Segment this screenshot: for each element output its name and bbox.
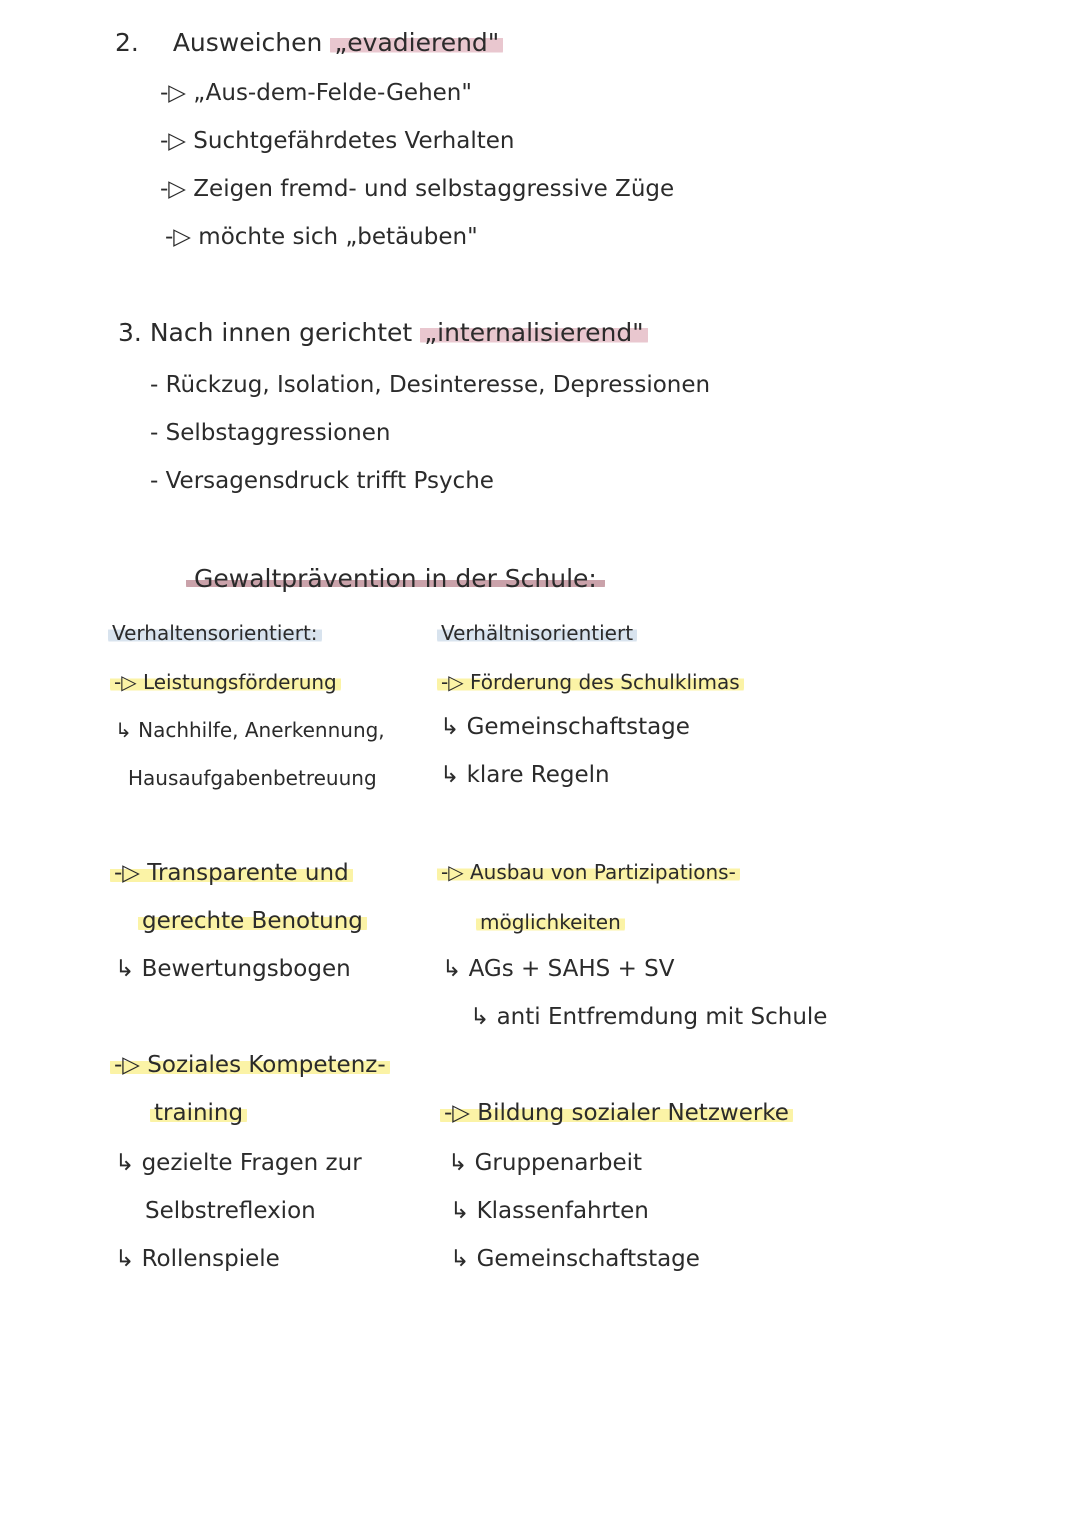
section2-item: -▷ Zeigen fremd- und selbstaggressive Züge [160,176,675,202]
left-group1-sub: ↳ Nachhilfe, Anerkennung, [115,718,385,742]
right-group1-title: -▷ Förderung des Schulklimas [437,670,744,694]
right-group3-sub: ↳ Klassenfahrten [450,1198,649,1224]
left-group2-title: -▷ Transparente und [110,860,353,888]
section3-heading [118,318,648,348]
section2-title: Ausweichen [172,28,323,57]
left-group2-sub: ↳ Bewertungsbogen [115,956,351,982]
right-group3-sub: ↳ Gemeinschaftstage [450,1246,700,1272]
section2-item: -▷ „Aus-dem-Felde-Gehen" [160,80,472,106]
right-group3-title: -▷ Bildung sozialer Netzwerke [440,1100,793,1128]
section2-item: -▷ möchte sich „betäuben" [165,224,478,250]
left-group1-sub: Hausaufgabenbetreuung [128,766,377,790]
left-group3-sub: Selbstreflexion [145,1198,316,1224]
section3-number: 3. [118,318,142,347]
left-group2-title: gerechte Benotung [138,908,367,936]
right-group1-sub: ↳ Gemeinschaftstage [440,714,690,740]
right-group2-sub: ↳ anti Entfremdung mit Schule [470,1004,828,1030]
section2-highlight: „evadierend" [330,28,503,57]
right-group3-sub: ↳ Gruppenarbeit [448,1150,643,1176]
left-column-heading: Verhaltensorientiert: [108,621,322,645]
right-group2-title: -▷ Ausbau von Partizipations- [437,860,740,884]
left-group3-sub: ↳ gezielte Fragen zur [115,1150,362,1176]
right-group2-title: möglichkeiten [476,910,625,934]
section3-highlight: „internalisierend" [420,318,648,347]
right-group1-sub: ↳ klare Regeln [440,762,610,788]
left-group3-sub: ↳ Rollenspiele [115,1246,280,1272]
right-column-heading: Verhältnisorientiert [437,621,637,645]
section3-item: - Versagensdruck trifft Psyche [150,468,494,494]
left-group3-title: training [150,1100,247,1128]
prevention-title: Gewaltprävention in der Schule: [186,564,605,594]
left-group3-title: -▷ Soziales Kompetenz- [110,1052,390,1080]
right-group2-sub: ↳ AGs + SAHS + SV [442,956,675,982]
section3-item: - Rückzug, Isolation, Desinteresse, Depressionen [150,372,711,398]
section2-item: -▷ Suchtgefährdetes Verhalten [160,128,515,154]
section3-title: Nach innen gerichtet [149,318,413,347]
left-group1-title: -▷ Leistungsförderung [110,670,341,694]
section3-item: - Selbstaggressionen [150,420,391,446]
section2-number: 2. [115,28,139,57]
section2-heading [115,28,503,58]
